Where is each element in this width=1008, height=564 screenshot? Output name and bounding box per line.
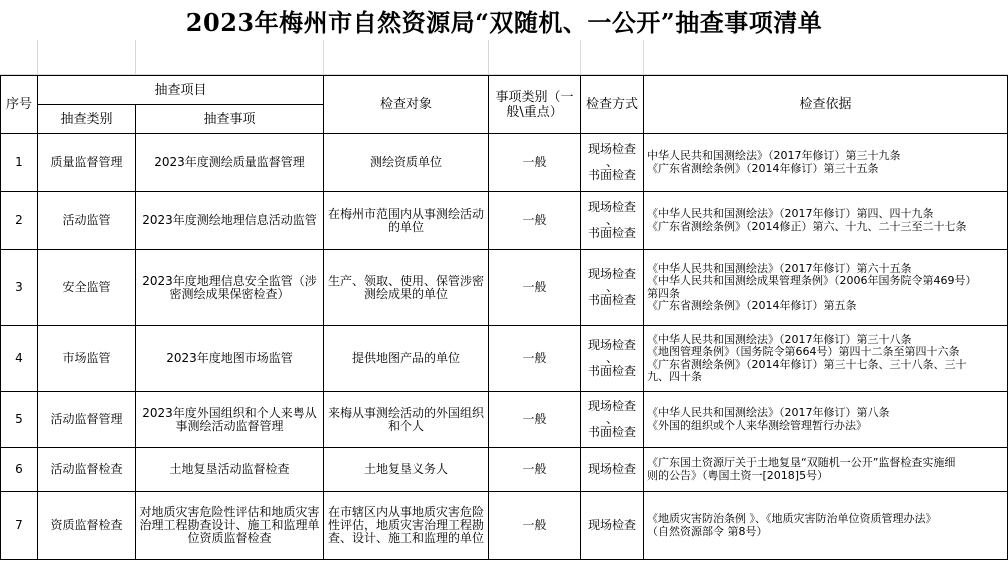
row-target: 提供地图产品的单位 bbox=[324, 326, 489, 392]
row-category: 资质监督检查 bbox=[38, 492, 136, 560]
table-row bbox=[1, 392, 1008, 448]
row-type: 一般 bbox=[489, 392, 581, 448]
row-seq: 4 bbox=[1, 326, 38, 392]
row-basis bbox=[644, 326, 1008, 392]
row-method bbox=[581, 392, 644, 448]
row-basis bbox=[644, 134, 1008, 192]
row-basis bbox=[644, 492, 1008, 560]
basis-line: 《中华人民共和国测绘法》（2017年修订）第八条 bbox=[647, 406, 890, 419]
basis-line: 中华人民共和国测绘法》（2017年修订）第三十九条 bbox=[647, 149, 901, 162]
method-line: 书面检查 bbox=[588, 425, 637, 439]
basis-line: 《广东省测绘条例》（2014年修订）第五条 bbox=[647, 299, 857, 312]
row-seq: 1 bbox=[1, 134, 38, 192]
header-category: 抽查类别 bbox=[38, 105, 136, 134]
basis-line: 《广东省测绘条例》（2014年修订）第三十七条、三十八条、三十 bbox=[647, 357, 967, 371]
row-matter: 2023年度测绘地理信息活动监管 bbox=[136, 192, 324, 250]
row-seq: 2 bbox=[1, 192, 38, 250]
method-line: 现场检查 bbox=[588, 518, 637, 532]
basis-line: 第四条 bbox=[647, 286, 681, 300]
method-line: 书面检查 bbox=[588, 168, 637, 182]
method-line: 、 bbox=[606, 412, 619, 426]
method-line: 现场检查 bbox=[588, 338, 637, 352]
row-target: 土地复垦义务人 bbox=[324, 448, 489, 492]
table-row bbox=[1, 134, 1008, 192]
row-basis bbox=[644, 192, 1008, 250]
basis-line: 《中华人民共和国测绘法》（2017年修订）第六十五条 bbox=[647, 261, 912, 275]
row-target: 生产、领取、使用、保管涉密测绘成果的单位 bbox=[324, 250, 489, 326]
row-matter: 2023年度地图市场监管 bbox=[136, 326, 324, 392]
row-type: 一般 bbox=[489, 250, 581, 326]
row-category: 活动监督管理 bbox=[38, 392, 136, 448]
row-target: 来梅从事测绘活动的外国组织和个人 bbox=[324, 392, 489, 448]
basis-line: （自然资源部令 第8号） bbox=[647, 524, 768, 538]
row-type: 一般 bbox=[489, 192, 581, 250]
basis-line: 则的公告》（粤国土资一[2018]5号） bbox=[647, 468, 829, 482]
method-line: 、 bbox=[606, 213, 619, 227]
row-method bbox=[581, 448, 644, 492]
row-target: 在市辖区内从事地质灾害危险性评估，地质灾害治理工程勘查、设计、施工和监理的单位 bbox=[324, 492, 489, 560]
method-line: 现场检查 bbox=[588, 142, 637, 156]
row-method bbox=[581, 492, 644, 560]
method-line: 、 bbox=[606, 155, 619, 169]
row-seq: 3 bbox=[1, 250, 38, 326]
row-category: 质量监督管理 bbox=[38, 134, 136, 192]
method-line: 现场检查 bbox=[588, 462, 637, 476]
table-row bbox=[1, 250, 1008, 326]
basis-line: 《广东省测绘条例》（2014年修订）第三十五条 bbox=[647, 161, 879, 175]
method-line: 现场检查 bbox=[588, 399, 637, 413]
method-line: 现场检查 bbox=[588, 267, 637, 281]
table-row bbox=[1, 492, 1008, 560]
header-seq: 序号 bbox=[1, 76, 38, 134]
table-row bbox=[1, 448, 1008, 492]
header-basis: 检查依据 bbox=[644, 76, 1008, 134]
row-basis bbox=[644, 448, 1008, 492]
row-basis bbox=[644, 250, 1008, 326]
basis-line: 《地质灾害防治条例 》、《地质灾害防治单位资质管理办法》 bbox=[647, 512, 937, 525]
basis-line: 《广东国土资源厅关于土地复垦“双随机一公开”监督检查实施细 bbox=[647, 456, 956, 469]
table-row bbox=[1, 192, 1008, 250]
page-title: 2023年梅州市自然资源局“双随机、一公开”抽查事项清单 bbox=[185, 7, 823, 37]
row-type: 一般 bbox=[489, 448, 581, 492]
inspection-table bbox=[0, 75, 1008, 560]
basis-line: 《地图管理条例》（国务院令第664号）第四十二条至第四十六条 bbox=[647, 345, 960, 358]
row-method bbox=[581, 250, 644, 326]
basis-line: 《外国的组织或个人来华测绘管理暂行办法》 bbox=[647, 418, 868, 432]
header-type: 事项类别（一般\重点） bbox=[489, 76, 581, 134]
header-matter: 抽查事项 bbox=[136, 105, 324, 134]
row-method bbox=[581, 192, 644, 250]
row-category: 活动监管 bbox=[38, 192, 136, 250]
basis-line: 九、四十条 bbox=[647, 370, 703, 383]
header-method: 检查方式 bbox=[581, 76, 644, 134]
method-line: 现场检查 bbox=[588, 200, 637, 214]
row-matter: 2023年度测绘质量监督管理 bbox=[136, 134, 324, 192]
basis-line: 《中华人民共和国测绘成果管理条例》（2006年国务院令第469号） bbox=[647, 274, 977, 287]
row-seq: 6 bbox=[1, 448, 38, 492]
row-category: 活动监督检查 bbox=[38, 448, 136, 492]
method-line: 书面检查 bbox=[588, 226, 637, 240]
row-matter: 土地复垦活动监督检查 bbox=[136, 448, 324, 492]
method-line: 、 bbox=[606, 280, 619, 294]
row-matter: 对地质灾害危险性评估和地质灾害治理工程勘查设计、施工和监理单位资质监督检查 bbox=[136, 492, 324, 560]
basis-line: 《中华人民共和国测绘法》（2017年修订）第三十八条 bbox=[647, 332, 912, 346]
row-category: 安全监管 bbox=[38, 250, 136, 326]
row-type: 一般 bbox=[489, 326, 581, 392]
row-seq: 5 bbox=[1, 392, 38, 448]
row-target: 在梅州市范围内从事测绘活动的单位 bbox=[324, 192, 489, 250]
row-type: 一般 bbox=[489, 492, 581, 560]
table-row bbox=[1, 326, 1008, 392]
row-type: 一般 bbox=[489, 134, 581, 192]
header-item-group: 抽查项目 bbox=[38, 76, 324, 105]
row-seq: 7 bbox=[1, 492, 38, 560]
blank-grid-row bbox=[0, 40, 1008, 75]
row-matter: 2023年度地理信息安全监管（涉密测绘成果保密检查） bbox=[136, 250, 324, 326]
header-target: 检查对象 bbox=[324, 76, 489, 134]
table-body bbox=[1, 134, 1008, 560]
method-line: 、 bbox=[606, 351, 619, 365]
basis-line: 《中华人民共和国测绘法》（2017年修订）第四、四十九条 bbox=[647, 207, 934, 220]
method-line: 书面检查 bbox=[588, 293, 637, 307]
row-category: 市场监管 bbox=[38, 326, 136, 392]
row-basis bbox=[644, 392, 1008, 448]
row-method bbox=[581, 134, 644, 192]
method-line: 书面检查 bbox=[588, 364, 637, 378]
basis-line: 《广东省测绘条例》（2014修正）第六、十九、二十三至二十七条 bbox=[647, 219, 967, 233]
row-matter: 2023年度外国组织和个人来粤从事测绘活动监督管理 bbox=[136, 392, 324, 448]
row-target: 测绘资质单位 bbox=[324, 134, 489, 192]
row-method bbox=[581, 326, 644, 392]
